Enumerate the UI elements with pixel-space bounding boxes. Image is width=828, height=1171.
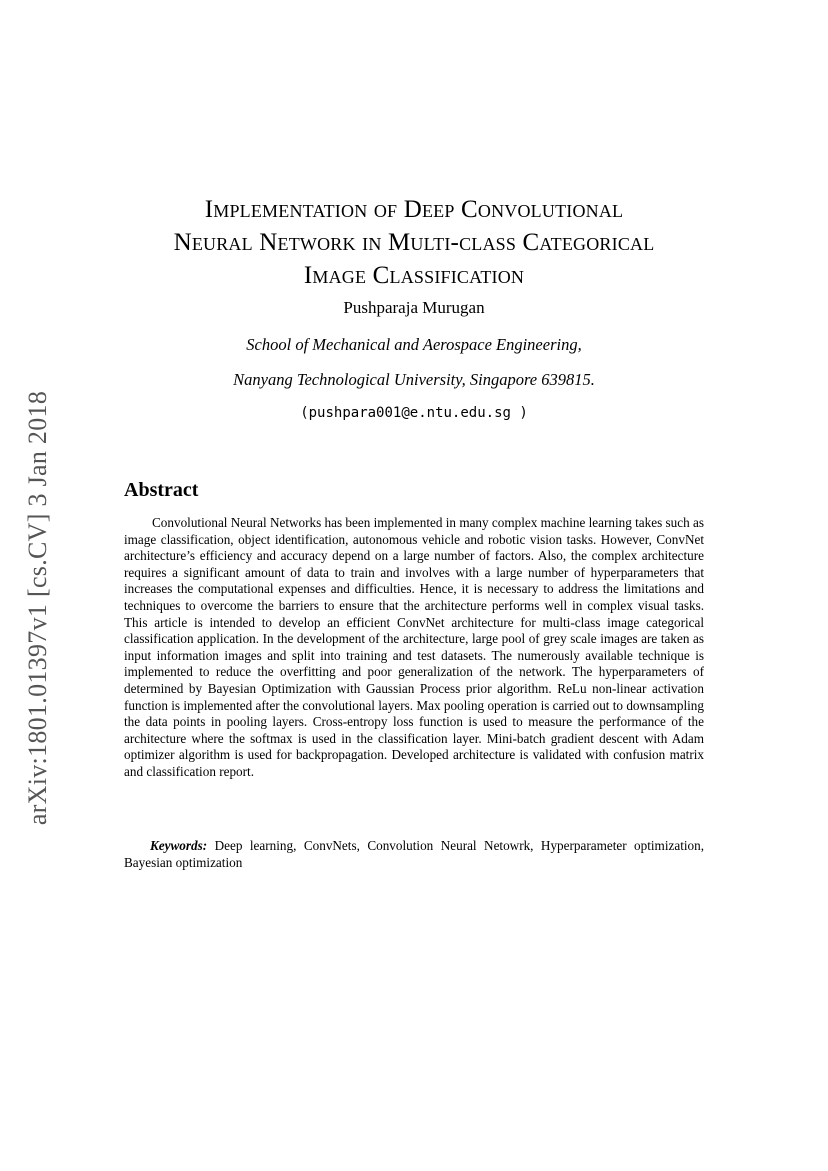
author-email: (pushpara001@e.ntu.edu.sg ) (300, 405, 528, 421)
paper-title (0, 193, 828, 292)
keywords-text: Deep learning, ConvNets, Convolution Neural Netowrk, Hyperparameter optimization, Bayesian optimization (124, 838, 705, 870)
arxiv-watermark: arXiv:1801.01397v1 [cs.CV] 3 Jan 2018 (23, 390, 52, 826)
affiliation-line-2: Nanyang Technological University, Singapore 639815. (233, 370, 595, 389)
title-line-1: Implementation of Deep Convolutional (204, 196, 624, 223)
author-name: Pushparaja Murugan (343, 298, 485, 317)
abstract-text: Convolutional Neural Networks has been implemented in many complex machine learning takes such as image classification, object identification, autonomous vehicle and robotic vision tasks. However, ConvNet architecture’s efficiency and accuracy depend on a large number of factors. Also, the complex architecture requires a significant amount of data to train and involves with a large number of hyperparameters that increases the computational expenses and difficulties. Hence, it is necessary to address the limitations and techniques to overcome the barriers to ensure that the architecture performs well in complex visual tasks. This article is intended to develop an efficient ConvNet architecture for multi-class image categorical classification application. In the development of the architecture, large pool of grey scale images are taken as input information images and split into training and test datasets. The numerously available technique is implemented to reduce the overfitting and poor generalization of the network. The hyperparameters of determined by Bayesian Optimization with Gaussian Process prior algorithm. ReLu non-linear activation function is implemented after the convolutional layers. Max pooling operation is carried out to downsampling the data points in pooling layers. Cross-entropy loss function is used to measure the performance of the architecture where the softmax is used in the classification layer. Mini-batch gradient descent with Adam optimizer algorithm is used for backpropagation. Developed architecture is validated with confusion matrix and classification report. (124, 515, 704, 779)
keywords (124, 838, 704, 871)
title-line-3: Image Classification (303, 262, 525, 289)
affiliation-line-1: School of Mechanical and Aerospace Engineering, (246, 335, 582, 354)
title-line-2: Neural Network in Multi-class Categorical (173, 229, 655, 256)
abstract-heading: Abstract (124, 479, 199, 501)
keywords-label: Keywords: (150, 838, 208, 853)
